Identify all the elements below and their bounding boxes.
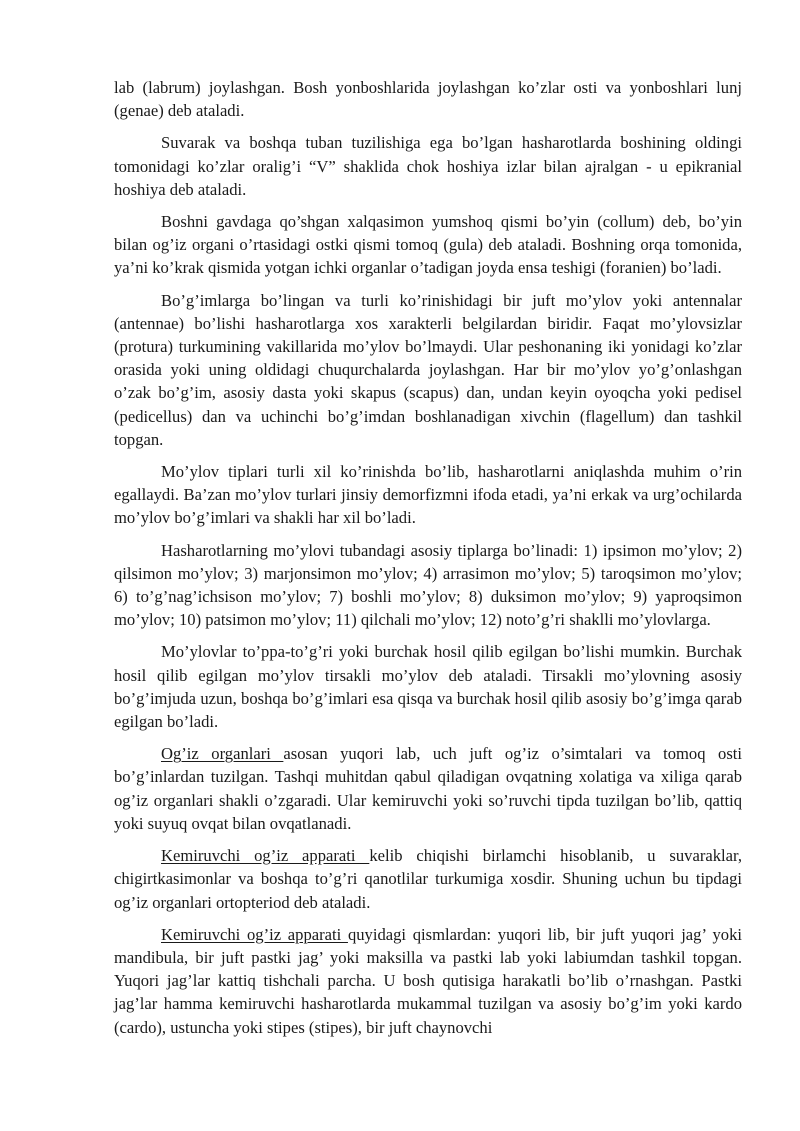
document-page: [114, 76, 742, 1048]
paragraph-text: kelib chiqishi birlamchi hisoblanib, u suvaraklar, chigirtkasimonlar va boshqa to’g’ri qanotlilar turkumiga xosdir. Shuning uchun bu tipdagi og’iz organlari ortopteriod deb ataladi.: [114, 846, 742, 912]
paragraph-text: Hasharotlarning mo’ylovi tubandagi asosiy tiplarga bo’linadi: 1) ipsimon mo’ylov; 2) qilsimon mo’ylov; 3) marjonsimon mo’ylov; 4) arrasimon mo’ylov; 5) taroqsimon mo’ylov; 6) to’g’nag’ichsison mo’ylov; 7) boshli mo’ylov; 8) duksimon mo’ylov; 9) yaproqsimon mo’ylov; 10) patsimon mo’ylov; 11) qilchali mo’ylov; 12) noto’g’ri shaklli mo’ylovlarga.: [114, 540, 742, 630]
paragraph-text: Boshni gavdaga qo’shgan xalqasimon yumshoq qismi bo’yin (collum) deb, bo’yin bilan og’iz organi o’rtasidagi ostki qismi tomoq (gula) deb ataladi. Boshning orqa tomonida, ya’ni ko’krak qismida yotgan ichki organlar o’tadigan joyda ensa teshigi (foranien) bo’ladi.: [114, 212, 742, 278]
paragraph: [114, 844, 742, 914]
paragraph-text: Suvarak va boshqa tuban tuzilishiga ega bo’lgan hasharotlarda boshining oldingi tomonidagi ko’zlar oralig’i “V” shaklida chok hoshiya izlar bilan ajralgan - u epikranial hoshiya deb ataladi.: [114, 133, 742, 199]
paragraph-text: Mo’ylovlar to’ppa-to’g’ri yoki burchak hosil qilib egilgan bo’lishi mumkin. Burchak hosil qilib egilgan mo’ylov tirsakli mo’ylov deb ataladi. Tirsakli mo’ylovning asosiy bo’g’imjuda uzun, boshqa bo’g’imlari esa qisqa va burchak hosil qilib asosiy bo’g’imga qarab egilgan bo’ladi.: [114, 642, 742, 732]
paragraph-text: asosan yuqori lab, uch juft og’iz o’simtalari va tomoq osti bo’g’inlardan tuzilgan. Tashqi muhitdan qabul qiladigan ovqatning xolatiga va xiliga qarab og’iz organlari shakli o’zgaradi. Ular kemiruvchi yoki so’ruvchi tipda tuzilgan bo’lib, qattiq yoki suyuq ovqat bilan ovqatlanadi.: [114, 744, 743, 833]
paragraph: [114, 289, 742, 451]
paragraph: [114, 539, 742, 632]
paragraph-text: quyidagi qismlardan: yuqori lib, bir juft yuqori jag’ yoki mandibula, bir juft pastki jag’ yoki maksilla va pastki lab yoki labiumdan tashkil topgan. Yuqori jag’lar kattiq tishchali parcha. U bosh qutisiga harakatli bo’lib o’rnashgan. Pastki jag’lar hamma kemiruvchi hasharotlarda mukammal tuzilgan va asosiy bo’g’im yoki kardo (cardo), ustuncha yoki stipes (stipes), bir juft chaynovchi: [114, 924, 742, 1037]
paragraph-text: lab (labrum) joylashgan. Bosh yonboshlarida joylashgan ko’zlar osti va yonboshlari lunj (genae) deb ataladi.: [114, 78, 742, 121]
paragraph: [114, 76, 742, 122]
paragraph: [114, 131, 742, 201]
paragraph: [114, 742, 742, 835]
paragraph-text: Mo’ylov tiplari turli xil ko’rinishda bo’lib, hasharotlarni aniqlashda muhim o’rin egallaydi. Ba’zan mo’ylov turlari jinsiy demorfizmni ifoda etadi, ya’ni erkak va urg’ochilarda mo’ylov bo’g’imlari va shakli har xil bo’ladi.: [114, 462, 742, 528]
paragraph: [114, 640, 742, 733]
underlined-term: Kemiruvchi og’iz apparati: [161, 846, 370, 866]
paragraph: [114, 923, 742, 1039]
paragraph: [114, 460, 742, 530]
underlined-term: Kemiruvchi og’iz apparati: [161, 924, 348, 944]
paragraph-text: Bo’g’imlarga bo’lingan va turli ko’rinishidagi bir juft mo’ylov yoki antennalar (antennae) bo’lishi hasharotlarga xos xarakterli belgilardan biridir. Faqat mo’ylovsizlar (protura) turkumining vakillarida mo’ylov bo’lmaydi. Ular peshonaning iki yonidagi ko’zlar orasida yoki uning oldidagi chuqurchalarda joylashgan. Har bir mo’ylov yo’g’onlashgan o’zak bo’g’im, asosiy dasta yoki skapus (scapus) dan, undan keyin oyoqcha yoki pedisel (pedicellus) dan va uchinchi bo’g’imdan boshlanadigan xivchin (flagellum) dan tashkil topgan.: [114, 290, 742, 449]
underlined-term: Og’iz organlari: [161, 744, 284, 764]
paragraph: [114, 210, 742, 280]
